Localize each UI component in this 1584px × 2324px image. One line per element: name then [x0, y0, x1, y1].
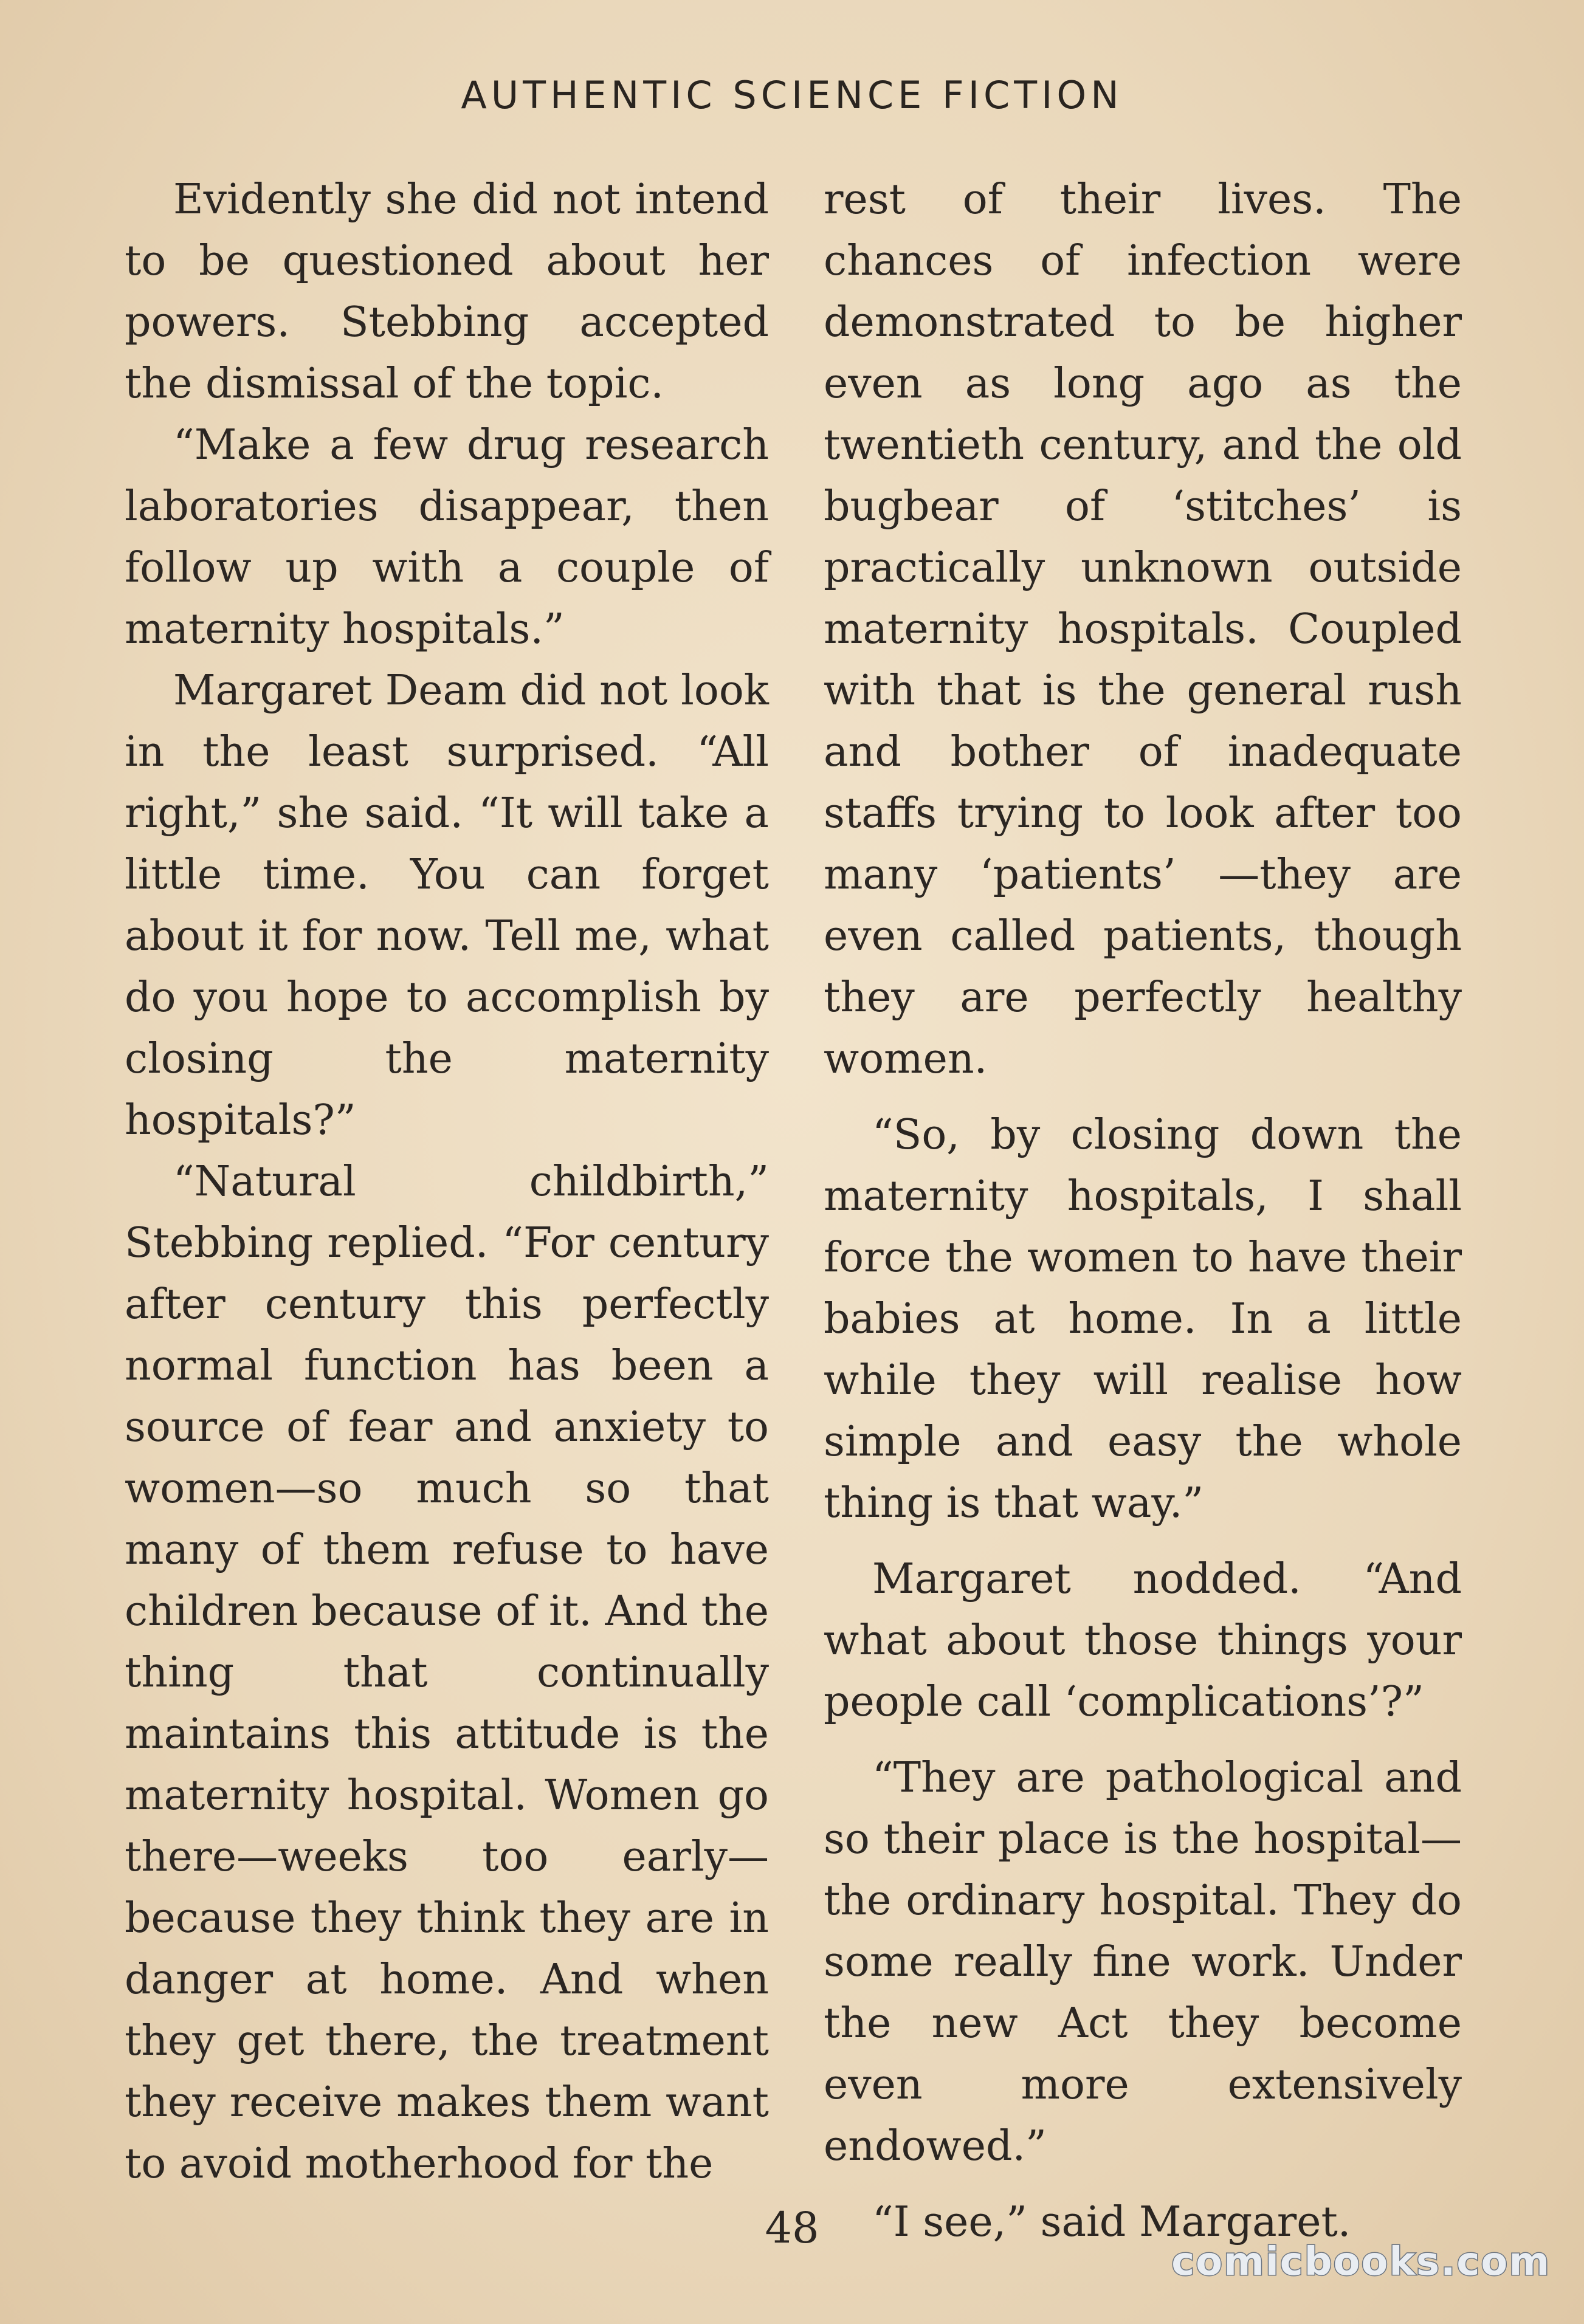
- watermark-logo: comicbooks.com: [1171, 2240, 1551, 2284]
- right-column: [824, 169, 1462, 2267]
- paragraph: Margaret nodded. “And what about those things your people call ‘complications’?”: [824, 1555, 1462, 1726]
- paragraph: Evidently she did not intend to be questioned about her powers. Stebbing accepted the dismissal of the topic.: [125, 176, 769, 408]
- paragraph: “I see,” said Margaret.: [872, 2198, 1351, 2246]
- paragraph: “They are pathological and so their place is the hospital—the ordinary hospital. They do some really fine work. Under the new Act they become even more extensively endowed.”: [824, 1754, 1462, 2170]
- paragraph: “So, by closing down the maternity hospitals, I shall force the women to have their babies at home. In a little while they will realise how simple and easy the whole thing is that way.”: [824, 1111, 1462, 1527]
- left-column: [125, 169, 769, 2195]
- paragraph: Margaret Deam did not look in the least surprised. “All right,” she said. “It will take a little time. You can forget about it for now. Tell me, what do you hope to accomplish by closing the maternity hospitals?”: [125, 667, 769, 1144]
- running-head: AUTHENTIC SCIENCE FICTION: [461, 73, 1123, 117]
- paragraph-continued: rest of their lives. The chances of infection were demonstrated to be higher even as long ago as the twentieth century, and the old bugbear of ‘stitches’ is practically unknown outside maternity hospitals. Coupled with that is the general rush and bother of inadequate staffs trying to look after too many ‘patients’ —they are even called patients, though they are perfectly healthy women.: [824, 176, 1462, 1083]
- paragraph: “Natural childbirth,” Stebbing replied. “For century after century this perfectly normal function has been a source of fear and anxiety to women—so much so that many of them refuse to have children because of it. And the thing that continually maintains this attitude is the maternity hospital. Women go there—weeks too early—because they think they are in danger at home. And when they get there, the treatment they receive makes them want to avoid motherhood for the: [125, 1158, 769, 2188]
- page-number: 48: [765, 2203, 819, 2253]
- paragraph: “Make a few drug research laboratories disappear, then follow up with a couple of maternity hospitals.”: [125, 421, 769, 653]
